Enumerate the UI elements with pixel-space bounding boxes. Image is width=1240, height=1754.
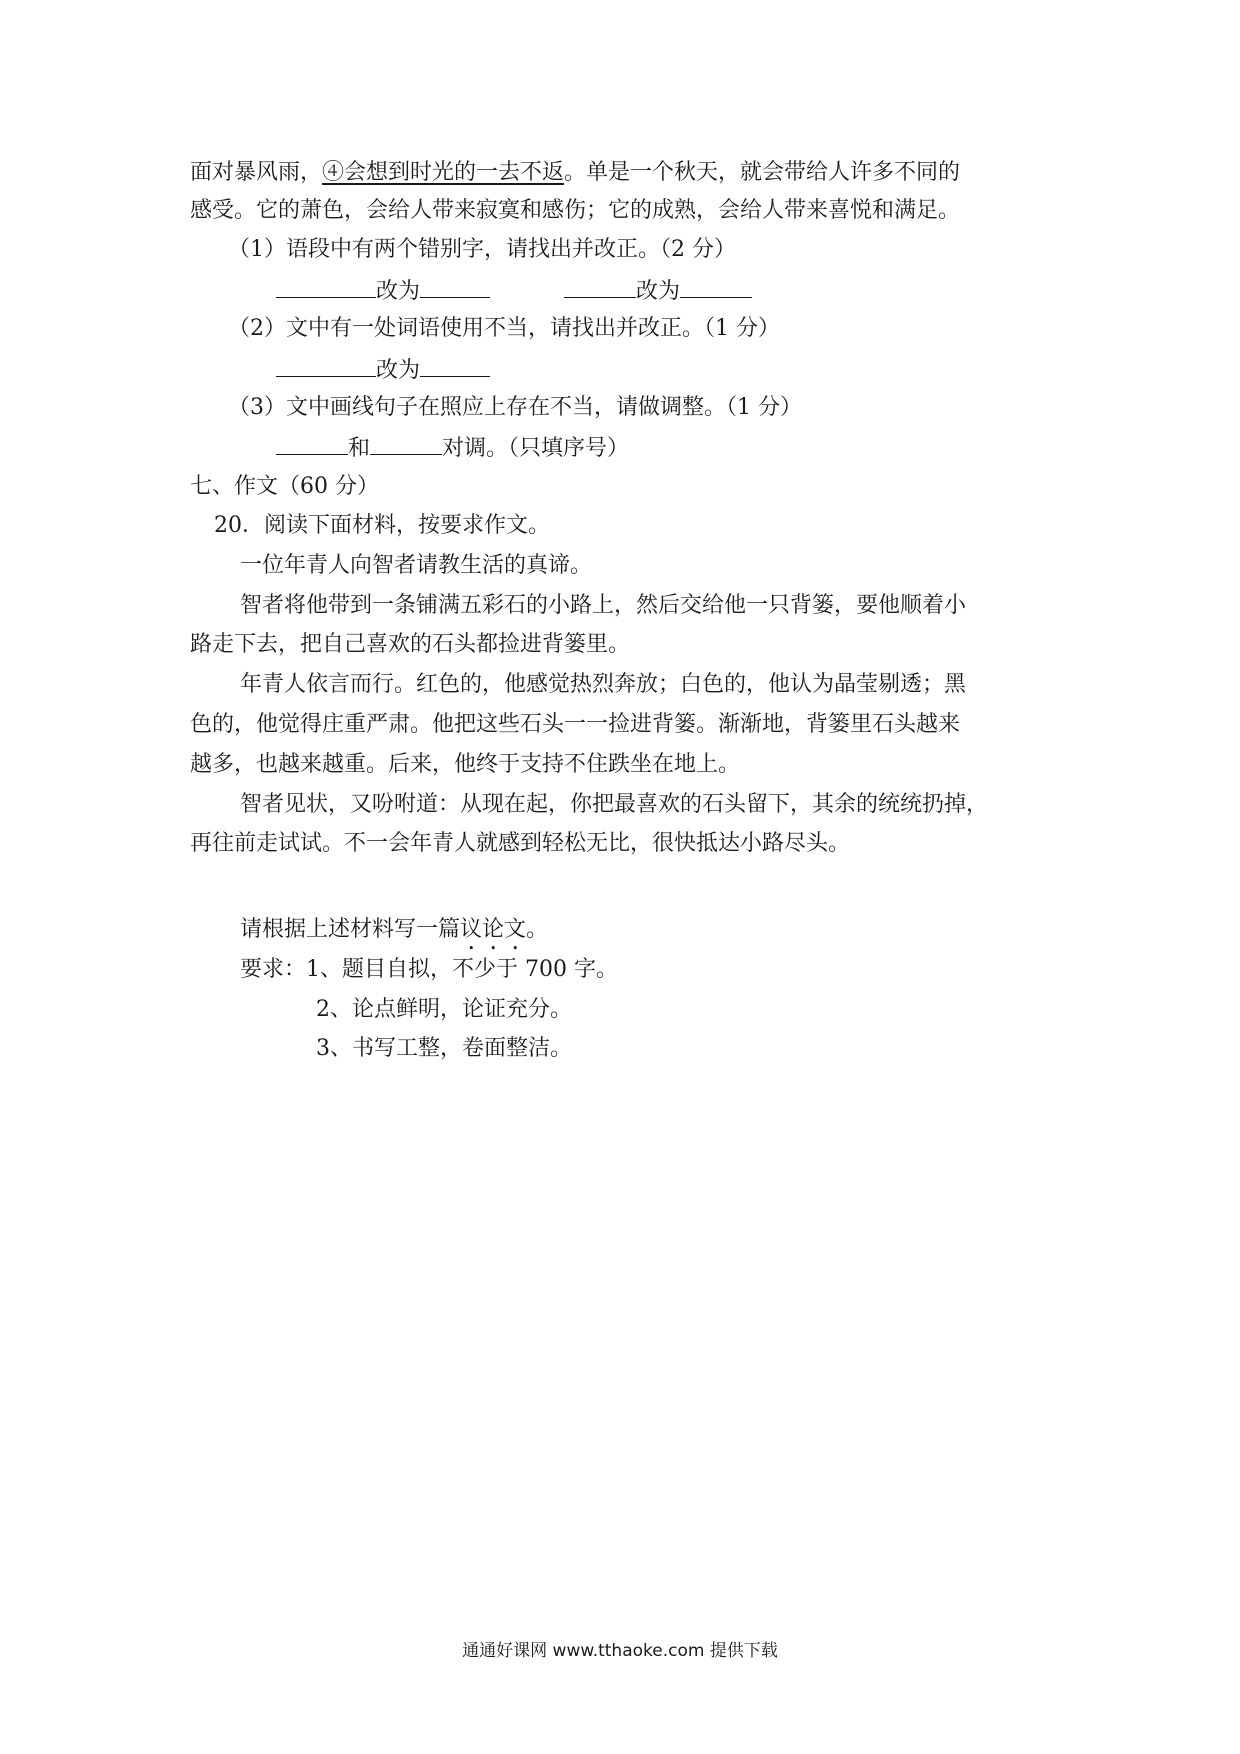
- answer-blank[interactable]: [564, 275, 636, 298]
- task-text: 。: [526, 917, 549, 942]
- material-paragraph-3-line-1: 年青人依言而行。红色的，他感觉热烈奔放；白色的，他认为晶莹剔透；黑: [240, 672, 967, 697]
- change-to-label: 改为: [376, 279, 421, 304]
- answer-line-3: [276, 432, 629, 464]
- material-paragraph-3-line-3: 越多，也越来越重。后来，他终于支持不住跌坐在地上。: [190, 752, 741, 777]
- answer-blank[interactable]: [370, 432, 442, 455]
- passage-line-2: 感受。它的萧色，会给人带来寂寞和感伤；它的成熟，会给人带来喜悦和满足。: [190, 198, 961, 223]
- question-20: 20．阅读下面材料，按要求作文。: [214, 513, 550, 538]
- requirement-3: 3、书写工整，卷面整洁。: [316, 1036, 572, 1061]
- emphasized-genre: 议论文: [460, 917, 527, 942]
- material-paragraph-3-line-2: 色的，他觉得庄重严肃。他把这些石头一一捡进背篓。渐渐地，背篓里石头越来: [190, 712, 961, 737]
- underlined-sentence: ④会想到时光的一去不返: [322, 160, 565, 185]
- passage-text: 。单是一个秋天，就会带给人许多不同的: [564, 160, 961, 185]
- question-1: （1）语段中有两个错别字，请找出并改正。（2 分）: [228, 237, 736, 262]
- answer-blank[interactable]: [420, 354, 490, 377]
- requirement-2: 2、论点鲜明，论证充分。: [316, 997, 572, 1022]
- material-paragraph-2-line-1: 智者将他带到一条铺满五彩石的小路上，然后交给他一只背篓，要他顺着小: [240, 593, 967, 618]
- passage-text: 面对暴风雨，: [190, 160, 323, 185]
- writing-task: [240, 915, 548, 955]
- swap-note: 对调。（只填序号）: [442, 436, 630, 461]
- answer-blank[interactable]: [276, 432, 348, 455]
- task-text: 请根据上述材料写一篇: [240, 917, 461, 942]
- answer-line-2: [276, 354, 490, 386]
- answer-blank[interactable]: [276, 354, 376, 377]
- answer-blank[interactable]: [680, 275, 752, 298]
- question-3: （3）文中画线句子在照应上存在不当，请做调整。（1 分）: [228, 395, 802, 420]
- answer-blank[interactable]: [420, 275, 490, 298]
- answer-line-1: [276, 275, 752, 307]
- and-label: 和: [348, 436, 371, 461]
- change-to-label: 改为: [636, 279, 681, 304]
- material-paragraph-4-line-1: 智者见状，又吩咐道：从现在起，你把最喜欢的石头留下，其余的统统扔掉，: [240, 792, 989, 817]
- material-paragraph-2-line-2: 路走下去，把自己喜欢的石头都捡进背篓里。: [190, 632, 631, 657]
- section-heading: 七、作文（60 分）: [190, 474, 379, 499]
- passage-line-1: [190, 158, 960, 188]
- answer-blank[interactable]: [276, 275, 376, 298]
- question-2: （2）文中有一处词语使用不当，请找出并改正。（1 分）: [228, 316, 780, 341]
- material-paragraph-1: 一位年青人向智者请教生活的真谛。: [240, 553, 593, 578]
- material-paragraph-4-line-2: 再往前走试试。不一会年青人就感到轻松无比，很快抵达小路尽头。: [190, 831, 851, 856]
- page-footer: 通通好课网 www.tthaoke.com 提供下载: [462, 1641, 778, 1661]
- requirement-1: 要求：1、题目自拟，不少于 700 字。: [240, 957, 618, 982]
- change-to-label: 改为: [376, 358, 421, 383]
